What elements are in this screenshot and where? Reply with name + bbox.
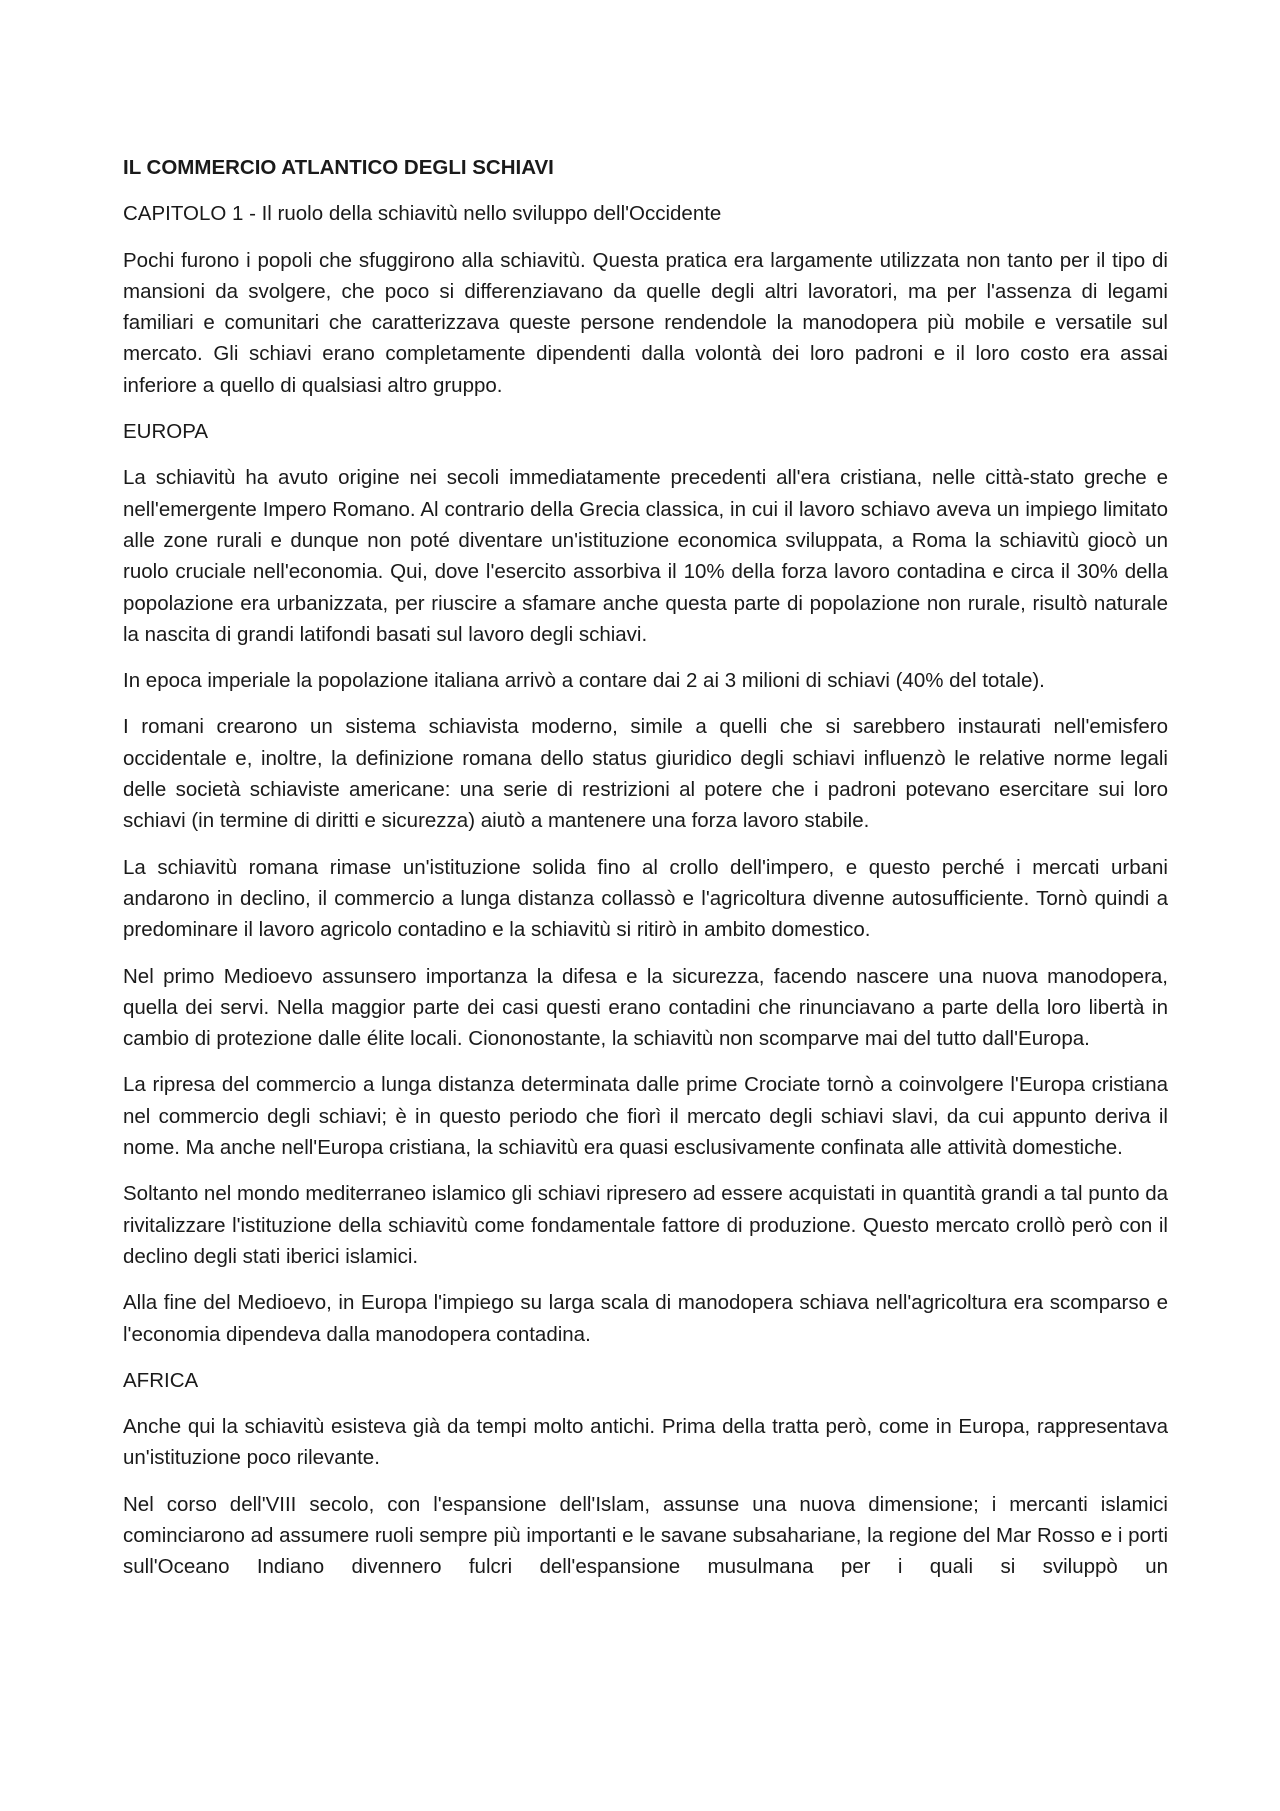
europa-paragraph: Nel primo Medioevo assunsero importanza la difesa e la sicurezza, facendo nascere una nuova manodopera, quella dei servi. Nella maggior parte dei casi questi erano contadini che rinunciavano a parte della loro libertà in cambio di protezione dalle élite locali. Ciononostante, la schiavitù non scomparve mai del tutto dall'Europa. bbox=[123, 964, 1168, 1051]
intro-paragraph: Pochi furono i popoli che sfuggirono alla schiavitù. Questa pratica era largamente utilizzata non tanto per il tipo di mansioni da svolgere, che poco si differenziavano da quelle degli altri lavoratori, ma per l'assenza di legami familiari e comunitari che caratterizzava queste persone rendendole la manodopera più mobile e versatile sul mercato. Gli schiavi erano completamente dipendenti dalla volontà dei loro padroni e il loro costo era assai inferiore a quello di qualsiasi altro gruppo. bbox=[123, 248, 1168, 397]
europa-paragraph: Soltanto nel mondo mediterraneo islamico gli schiavi ripresero ad essere acquistati in quantità grandi a tal punto da rivitalizzare l'istituzione della schiavitù come fondamentale fattore di produzione. Questo mercato crollò però con il declino degli stati iberici islamici. bbox=[123, 1182, 1168, 1268]
africa-paragraph: Nel corso dell'VIII secolo, con l'espansione dell'Islam, assunse una nuova dimensione; i mercanti islamici cominciarono ad assumere ruoli sempre più importanti e le savane subsahariane, la regione del Mar Rosso e i porti sull'Oceano Indiano divennero fulcri dell'espansione musulmana per i quali si sviluppò un bbox=[123, 1492, 1168, 1579]
section-heading-europa: EUROPA bbox=[123, 420, 209, 444]
document-title: IL COMMERCIO ATLANTICO DEGLI SCHIAVI bbox=[123, 156, 554, 179]
europa-paragraph: I romani crearono un sistema schiavista moderno, simile a quelli che si sarebbero instaurati nell'emisfero occidentale e, inoltre, la definizione romana dello status giuridico degli schiavi influenzò le relative norme legali delle società schiaviste americane: una serie di restrizioni al potere che i padroni potevano esercitare sui loro schiavi (in termine di diritti e sicurezza) aiutò a mantenere una forza lavoro stabile. bbox=[123, 715, 1168, 833]
chapter-heading: CAPITOLO 1 - Il ruolo della schiavitù nello sviluppo dell'Occidente bbox=[123, 202, 722, 226]
document-page bbox=[123, 152, 1168, 1598]
africa-paragraph: Anche qui la schiavitù esisteva già da tempi molto antichi. Prima della tratta però, come in Europa, rappresentava un'istituzione poco rilevante. bbox=[123, 1415, 1168, 1470]
europa-paragraph: Alla fine del Medioevo, in Europa l'impiego su larga scala di manodopera schiava nell'agricoltura era scomparso e l'economia dipendeva dalla manodopera contadina. bbox=[123, 1291, 1168, 1346]
europa-paragraph: La schiavitù ha avuto origine nei secoli immediatamente precedenti all'era cristiana, nelle città-stato greche e nell'emergente Impero Romano. Al contrario della Grecia classica, in cui il lavoro schiavo aveva un impiego limitato alle zone rurali e dunque non poté diventare un'istituzione economica sviluppata, a Roma la schiavitù giocò un ruolo cruciale nell'economia. Qui, dove l'esercito assorbiva il 10% della forza lavoro contadina e circa il 30% della popolazione era urbanizzata, per riuscire a sfamare anche questa parte di popolazione non rurale, risultò naturale la nascita di grandi latifondi basati sul lavoro degli schiavi. bbox=[123, 466, 1168, 646]
europa-paragraph: La ripresa del commercio a lunga distanza determinata dalle prime Crociate tornò a coinvolgere l'Europa cristiana nel commercio degli schiavi; è in questo periodo che fiorì il mercato degli schiavi slavi, da cui appunto deriva il nome. Ma anche nell'Europa cristiana, la schiavitù era quasi esclusivamente confinata alle attività domestiche. bbox=[123, 1073, 1168, 1160]
europa-paragraph: In epoca imperiale la popolazione italiana arrivò a contare dai 2 ai 3 milioni di schiavi (40% del totale). bbox=[123, 669, 1045, 693]
europa-paragraph: La schiavitù romana rimase un'istituzione solida fino al crollo dell'impero, e questo perché i mercati urbani andarono in declino, il commercio a lunga distanza collassò e l'agricoltura divenne autosufficiente. Tornò quindi a predominare il lavoro agricolo contadino e la schiavitù si ritirò in ambito domestico. bbox=[123, 855, 1168, 942]
section-heading-africa: AFRICA bbox=[123, 1368, 199, 1392]
